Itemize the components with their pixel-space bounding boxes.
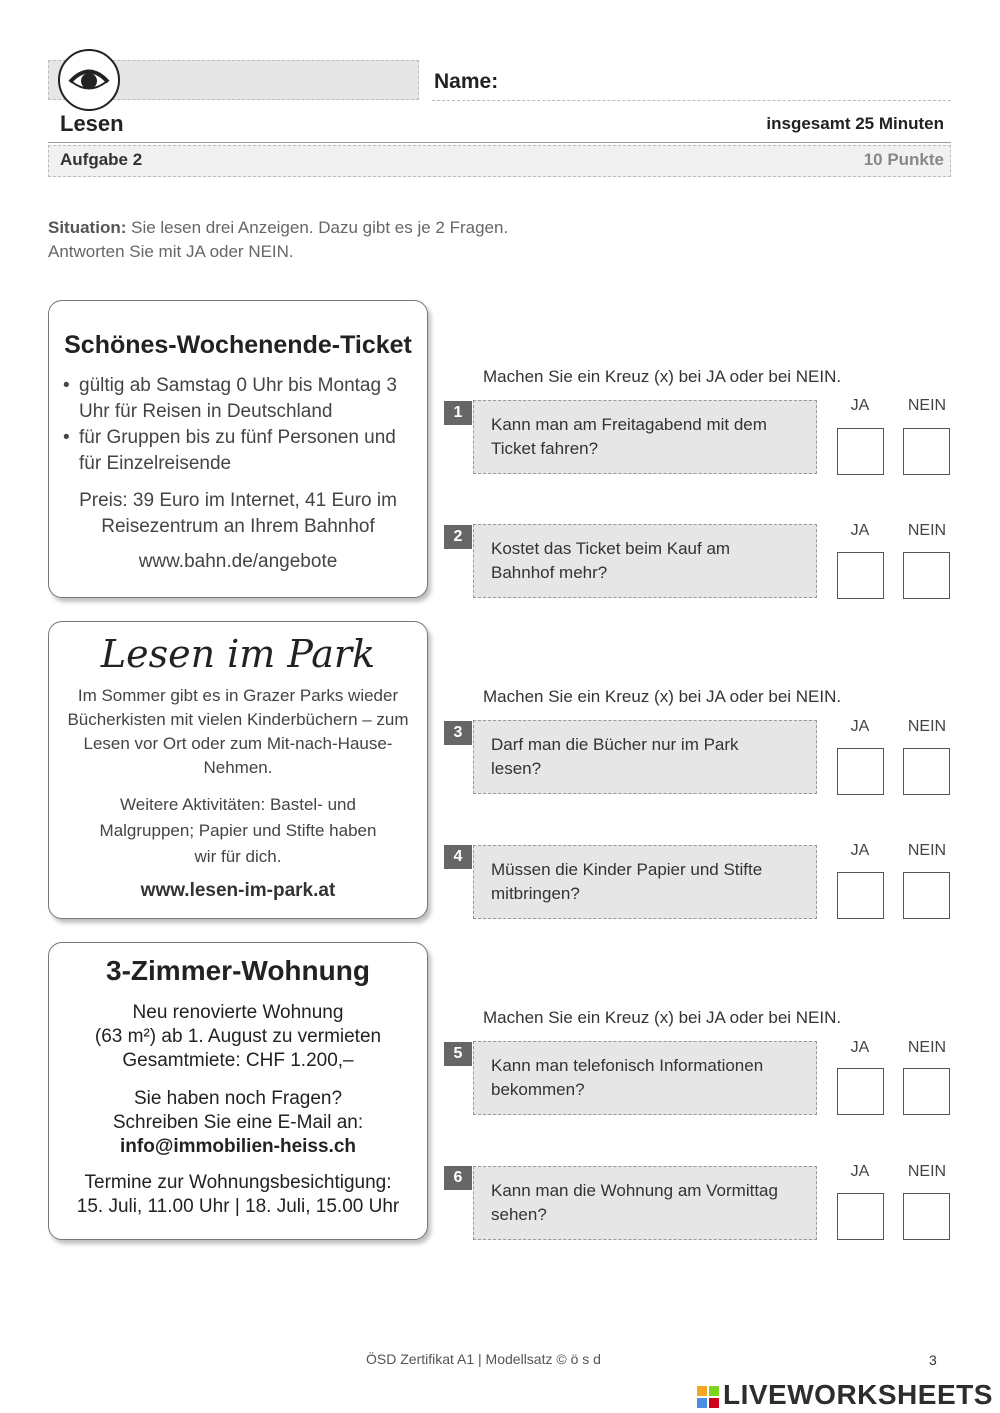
ad-url: www.lesen-im-park.at <box>140 880 336 901</box>
q5-yes-checkbox[interactable] <box>837 1068 884 1115</box>
question-number: 6 <box>444 1166 472 1190</box>
yes-label: JA <box>850 842 870 859</box>
instruction-text: Machen Sie ein Kreuz (x) bei JA oder bei NEIN. <box>483 687 842 706</box>
no-label: NEIN <box>907 1163 947 1180</box>
ad-title: Schönes-Wochenende-Ticket <box>64 331 412 359</box>
name-field[interactable] <box>432 100 951 101</box>
ad-body <box>49 1001 427 1073</box>
no-label: NEIN <box>907 397 947 414</box>
ad-title: 3-Zimmer-Wohnung <box>106 955 370 986</box>
q4-no-checkbox[interactable] <box>903 872 950 919</box>
ad-title: Lesen im Park <box>100 632 376 676</box>
ad-price <box>49 488 427 540</box>
ad-body-line: (63 m²) ab 1. August zu vermieten <box>94 1026 382 1047</box>
ad-dates-line: 15. Juli, 11.00 Uhr | 18. Juli, 15.00 Uhr <box>76 1196 400 1217</box>
question-text: Kann man die Wohnung am Vormittag sehen? <box>491 1181 778 1224</box>
situation-body: Sie lesen drei Anzeigen. Dazu gibt es je 2 Fragen. <box>126 218 509 237</box>
ad-weekend-ticket <box>48 300 428 598</box>
q3-yes-checkbox[interactable] <box>837 748 884 795</box>
liveworksheets-logo-icon <box>697 1386 719 1408</box>
instruction-text: Machen Sie ein Kreuz (x) bei JA oder bei NEIN. <box>483 367 842 386</box>
ad-apartment <box>48 942 428 1240</box>
ad-contact <box>49 1087 427 1159</box>
instruction-text: Machen Sie ein Kreuz (x) bei JA oder bei NEIN. <box>483 1008 842 1027</box>
question-text: Darf man die Bücher nur im Park lesen? <box>491 735 739 778</box>
ad-bullet-text: gültig ab Samstag 0 Uhr bis Montag 3 Uhr für Reisen in Deutschland <box>79 375 397 422</box>
yes-label: JA <box>850 522 870 539</box>
title-divider <box>48 142 951 143</box>
ad-contact-line: Sie haben noch Fragen? <box>133 1088 343 1109</box>
ad-reading-park <box>48 621 428 919</box>
section-title: Lesen <box>60 111 124 136</box>
ad-contact-line: Schreiben Sie eine E-Mail an: <box>112 1112 364 1133</box>
yes-label: JA <box>850 397 870 414</box>
eye-icon <box>58 49 120 111</box>
ad-body-line: Gesamtmiete: CHF 1.200,– <box>122 1050 354 1071</box>
page-number: 3 <box>929 1352 937 1368</box>
q2-yes-checkbox[interactable] <box>837 552 884 599</box>
no-label: NEIN <box>907 522 947 539</box>
ad-bullet-list <box>63 373 419 477</box>
question-text: Kann man telefonisch Informationen bekommen? <box>491 1056 764 1099</box>
ad-bullet <box>63 425 419 477</box>
q4-yes-checkbox[interactable] <box>837 872 884 919</box>
question-number: 5 <box>444 1042 472 1066</box>
ad-email: info@immobilien-heiss.ch <box>120 1136 356 1157</box>
yes-label: JA <box>850 1039 870 1056</box>
question-text: Kostet das Ticket beim Kauf am Bahnhof mehr? <box>491 539 731 582</box>
question-box <box>473 1041 817 1115</box>
q3-no-checkbox[interactable] <box>903 748 950 795</box>
task-bar <box>48 145 951 177</box>
question-box <box>473 720 817 794</box>
q6-no-checkbox[interactable] <box>903 1193 950 1240</box>
ad-price-text: Preis: 39 Euro im Internet, 41 Euro im Reisezentrum an Ihrem Bahnhof <box>79 490 397 537</box>
situation-line2: Antworten Sie mit JA oder NEIN. <box>48 242 294 261</box>
q1-yes-checkbox[interactable] <box>837 428 884 475</box>
ad-bullet <box>63 373 419 425</box>
q5-no-checkbox[interactable] <box>903 1068 950 1115</box>
task-label: Aufgabe 2 <box>60 150 143 169</box>
no-label: NEIN <box>907 1039 947 1056</box>
ad-text: Im Sommer gibt es in Grazer Parks wieder Bücherkisten mit vielen Kinderbüchern – zum Lesen vor Ort oder zum Mit-nach-Hause-Nehmen. <box>67 686 409 777</box>
question-number: 4 <box>444 845 472 869</box>
question-box <box>473 1166 817 1240</box>
name-label: Name: <box>434 70 499 93</box>
task-points: 10 Punkte <box>863 150 944 169</box>
situation-label: Situation: <box>48 218 127 237</box>
no-label: NEIN <box>907 842 947 859</box>
ad-bullet-text: für Gruppen bis zu fünf Personen und für Einzelreisende <box>79 427 396 474</box>
ad-activities <box>63 792 413 870</box>
question-text: Kann man am Freitagabend mit dem Ticket fahren? <box>491 415 767 458</box>
q2-no-checkbox[interactable] <box>903 552 950 599</box>
total-time: insgesamt 25 Minuten <box>766 114 944 133</box>
situation-text <box>48 216 508 264</box>
q6-yes-checkbox[interactable] <box>837 1193 884 1240</box>
ad-dates <box>49 1171 427 1219</box>
question-number: 2 <box>444 525 472 549</box>
footer-text: ÖSD Zertifikat A1 | Modellsatz © ö s d <box>366 1351 601 1367</box>
yes-label: JA <box>850 718 870 735</box>
ad-activities-text: Weitere Aktivitäten: Bastel- und Malgruppen; Papier und Stifte haben wir für dich. <box>99 795 377 866</box>
question-number: 1 <box>444 401 472 425</box>
q1-no-checkbox[interactable] <box>903 428 950 475</box>
liveworksheets-logo <box>697 1379 993 1411</box>
ad-url: www.bahn.de/angebote <box>138 551 338 572</box>
no-label: NEIN <box>907 718 947 735</box>
question-number: 3 <box>444 721 472 745</box>
liveworksheets-brand: LIVEWORKSHEETS <box>723 1379 993 1410</box>
ad-body-line: Neu renovierte Wohnung <box>132 1002 344 1023</box>
ad-dates-line: Termine zur Wohnungsbesichtigung: <box>84 1172 392 1193</box>
question-text: Müssen die Kinder Papier und Stifte mitbringen? <box>491 860 763 903</box>
question-box <box>473 400 817 474</box>
question-box <box>473 524 817 598</box>
question-box <box>473 845 817 919</box>
yes-label: JA <box>850 1163 870 1180</box>
